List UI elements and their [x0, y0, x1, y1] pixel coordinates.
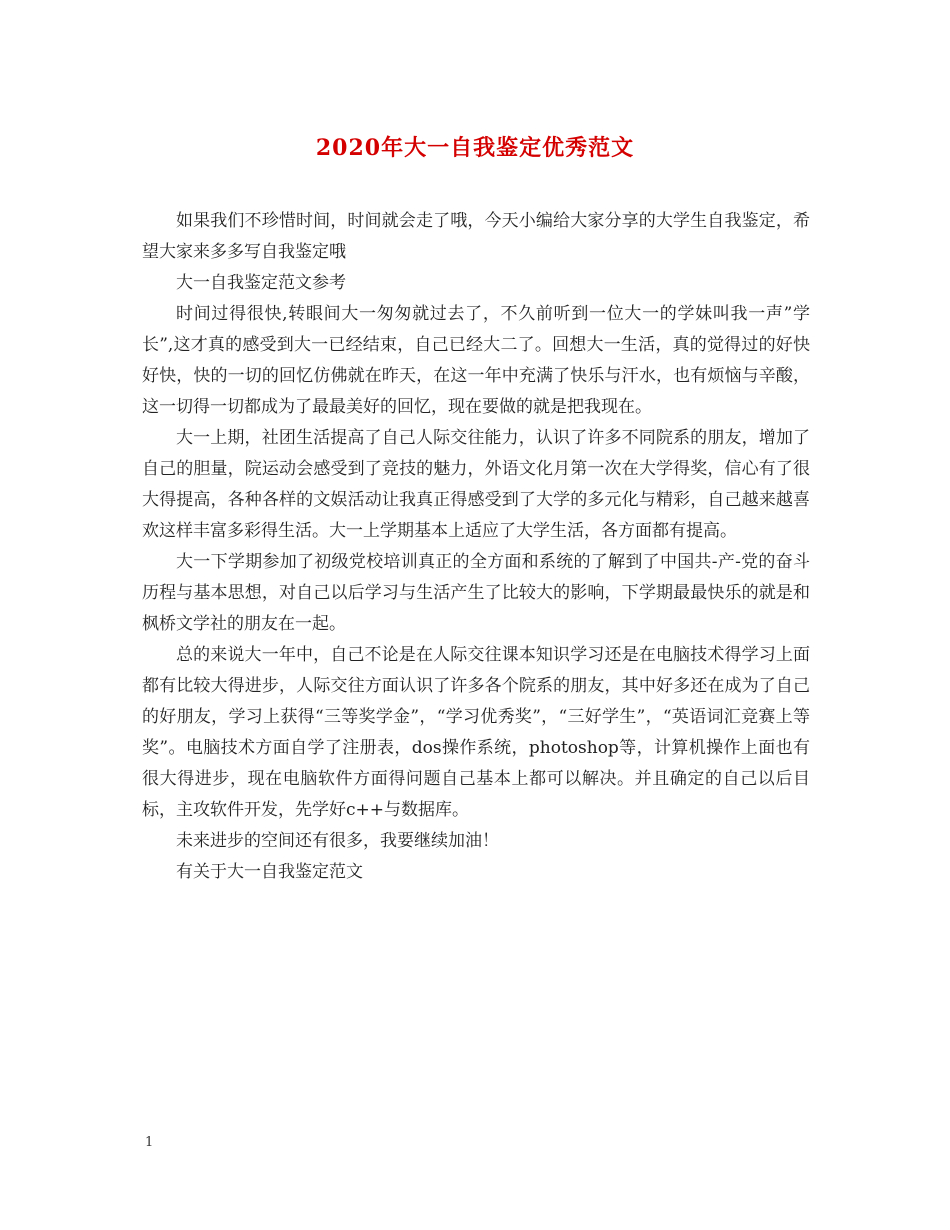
- document-body: [142, 206, 810, 888]
- document-title: 2020年大一自我鉴定优秀范文: [315, 135, 635, 161]
- paragraph-subheading: 大一自我鉴定范文参考: [176, 273, 346, 293]
- page-number: 1: [145, 1135, 154, 1150]
- paragraph-related: 有关于大一自我鉴定范文: [176, 862, 363, 882]
- paragraph-first-semester: 大一上期，社团生活提高了自己人际交往能力，认识了许多不同院系的朋友，增加了自己的胆量，院运动会感受到了竞技的魅力，外语文化月第一次在大学得奖，信心有了很大得提高，各种各样的文娱活动让我真正得感受到了大学的多元化与精彩，自己越来越喜欢这样丰富多彩得生活。大一上学期基本上适应了大学生活，各方面都有提高。: [142, 428, 810, 541]
- paragraph-summary: 总的来说大一年中，自己不论是在人际交往课本知识学习还是在电脑技术得学习上面都有比较大得进步，人际交往方面认识了许多各个院系的朋友，其中好多还在成为了自己的好朋友，学习上获得“三等奖学金”，“学习优秀奖”，“三好学生”，“英语词汇竞赛上等奖”。电脑技术方面自学了注册表，dos操作系统，photoshop等，计算机操作上面也有很大得进步，现在电脑软件方面得问题自己基本上都可以解决。并且确定的自己以后目标，主攻软件开发，先学好c++与数据库。: [142, 645, 810, 820]
- paragraph-time-passing: 时间过得很快,转眼间大一匆匆就过去了，不久前听到一位大一的学妹叫我一声”学长”,这才真的感受到大一已经结束，自己已经大二了。回想大一生活，真的觉得过的好快好快，快的一切的回忆仿佛就在昨天，在这一年中充满了快乐与汗水，也有烦恼与辛酸，这一切得一切都成为了最最美好的回忆，现在要做的就是把我现在。: [142, 304, 810, 417]
- paragraph-second-semester: 大一下学期参加了初级党校培训真正的全方面和系统的了解到了中国共-产-党的奋斗历程与基本思想，对自己以后学习与生活产生了比较大的影响，下学期最最快乐的就是和枫桥文学社的朋友在一起。: [142, 552, 810, 634]
- paragraph-future: 未来进步的空间还有很多，我要继续加油！: [176, 831, 499, 851]
- paragraph-intro: 如果我们不珍惜时间，时间就会走了哦，今天小编给大家分享的大学生自我鉴定，希望大家来多多写自我鉴定哦: [142, 211, 810, 262]
